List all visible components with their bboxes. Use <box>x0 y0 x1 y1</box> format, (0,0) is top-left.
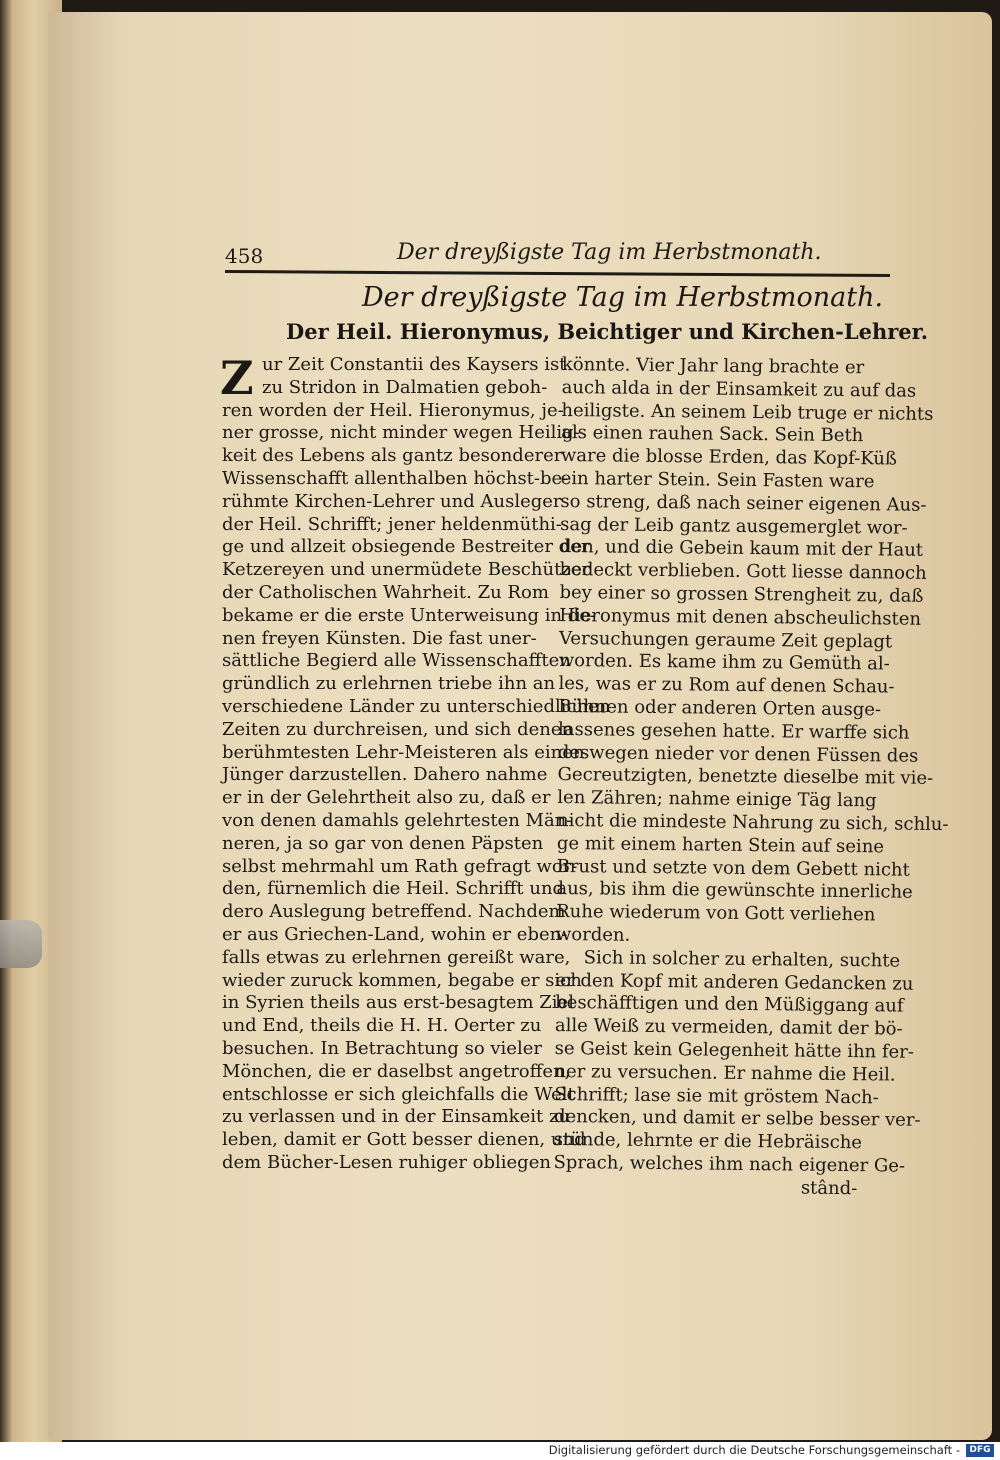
text-line: heiligste. An seinem Leib truge er nichts <box>561 399 934 425</box>
running-title: Der dreyßigste Tag im Herbstmonath. <box>397 240 822 265</box>
text-line: dem Bücher-Lesen ruhiger obliegen <box>222 1151 551 1173</box>
text-line: nicht die mindeste Nahrung zu sich, schlu- <box>557 809 949 836</box>
text-line: worden. Es kame ihm zu Gemüth al- <box>558 650 890 675</box>
text-line: der Heil. Schrifft; jener heldenmüthi- <box>222 513 562 535</box>
text-line: deswegen nieder vor denen Füssen des <box>557 741 919 767</box>
text-line: Ketzereyen und unermüdete Beschützer <box>222 559 591 581</box>
text-line: ge und allzeit obsiegende Bestreiter der <box>222 536 590 558</box>
dropcap-lines <box>220 351 567 405</box>
text-line: ein harter Stein. Sein Fasten ware <box>560 467 875 493</box>
text-line: Mönchen, die er daselbst angetroffen, <box>222 1060 571 1082</box>
text-line: len Zähren; nahme einige Täg lang <box>557 787 877 812</box>
text-line: worden. <box>555 923 631 946</box>
text-line: er den Kopf mit anderen Gedancken zu <box>555 969 914 995</box>
text-line: berühmtesten Lehr-Meisteren als einen <box>222 741 585 763</box>
text-line: Ruhe wiederum von Gott verliehen <box>556 901 876 926</box>
text-line: Brust und setzte von dem Gebett nicht <box>556 855 910 881</box>
text-line: zu verlassen und in der Einsamkeit zu <box>222 1106 571 1128</box>
text-line: so streng, daß nach seiner eigenen Aus- <box>560 490 927 516</box>
text-line: er aus Griechen-Land, wohin er eben- <box>222 923 568 945</box>
page-clip <box>0 920 42 968</box>
left-column-body <box>222 399 611 1175</box>
text-line: wieder zuruck kommen, begabe er sich <box>222 969 582 991</box>
right-column-body-2 <box>553 969 921 1178</box>
text-line: den, und die Gebein kaum mit der Haut <box>559 536 924 562</box>
text-line: Zeiten zu durchreisen, und sich denen <box>222 718 574 740</box>
text-line: lassenes gesehen hatte. Er warffe sich <box>557 718 910 744</box>
text-line: se Geist kein Gelegenheit hätte ihn fer- <box>554 1037 915 1063</box>
text-line: ner zu versuchen. Er nahme die Heil. <box>554 1060 896 1086</box>
text-line: Sprach, welches ihm nach eigener Ge- <box>553 1151 906 1177</box>
text-line: Versuchungen geraume Zeit geplagt <box>558 627 893 653</box>
dfg-logo: DFG <box>966 1444 994 1457</box>
right-column-paragraph-2 <box>556 946 901 973</box>
text-line: ge mit einem harten Stein auf seine <box>556 832 885 858</box>
text-line: den, fürnemlich die Heil. Schrifft und <box>222 878 565 900</box>
text-line: auch alda in der Einsamkeit zu auf das <box>561 376 917 402</box>
text-line: alle Weiß zu vermeiden, damit der bö- <box>554 1015 903 1040</box>
text-line: besuchen. In Betrachtung so vieler <box>222 1037 542 1059</box>
text-line: bedeckt verblieben. Gott liesse dannoch <box>559 559 927 585</box>
text-line: neren, ja so gar von denen Päpsten <box>222 832 544 854</box>
drop-capital: Z <box>220 351 254 405</box>
text-line: in Syrien theils aus erst-besagtem Ziel <box>222 992 574 1014</box>
text-line: verschiedene Länder zu unterschiedlichen <box>222 695 611 717</box>
text-line: sättliche Begierd alle Wissenschafften <box>222 650 571 672</box>
text-line: ur Zeit Constantii des Kaysers ist <box>262 354 567 375</box>
right-column-body <box>555 354 949 950</box>
text-line: Hieronymus mit denen abscheulichsten <box>559 604 922 630</box>
saint-title: Der Heil. Hieronymus, Beichtiger und Kirchen-Lehrer. <box>286 319 929 344</box>
text-line: leben, damit er Gott besser dienen, und <box>222 1129 586 1151</box>
text-line: falls etwas zu erlehrnen gereißt ware, <box>222 946 571 968</box>
text-line: bekame er die erste Unterweisung in de- <box>222 604 597 626</box>
text-line: nen freyen Künsten. Die fast uner- <box>222 627 537 649</box>
text-line: beschäfftigen und den Müßiggang auf <box>555 992 904 1017</box>
text-line: Jünger darzustellen. Dahero nahme <box>222 764 548 786</box>
text-line: dencken, und damit er selbe besser ver- <box>553 1106 921 1132</box>
running-head <box>225 240 887 274</box>
text-line: könnte. Vier Jahr lang brachte er <box>561 354 865 379</box>
text-line: ren worden der Heil. Hieronymus, je- <box>222 399 564 421</box>
text-line: selbst mehrmahl um Rath gefragt wor- <box>222 855 578 877</box>
text-line: ware die blosse Erden, das Kopf-Küß <box>560 445 898 470</box>
right-column <box>553 354 949 1201</box>
day-title: Der dreyßigste Tag im Herbstmonath. <box>362 282 884 313</box>
text-line: Sich in solcher zu erhalten, suchte <box>583 946 901 972</box>
text-line: aus, bis ihm die gewünschte innerliche <box>556 878 913 904</box>
text-line: les, was er zu Rom auf denen Schau- <box>558 673 895 698</box>
text-line: Bühnen oder anderen Orten ausge- <box>558 695 882 721</box>
text-line: Wissenschafft allenthalben höchst-be- <box>222 467 569 489</box>
text-line: der Catholischen Wahrheit. Zu Rom <box>222 581 549 603</box>
text-line: und End, theils die H. H. Oerter zu <box>222 1015 542 1037</box>
text-line: als einen rauhen Sack. Sein Beth <box>561 422 864 447</box>
page-number: 458 <box>225 244 264 268</box>
text-line: dero Auslegung betreffend. Nachdem <box>222 901 566 923</box>
left-column <box>220 351 611 1175</box>
text-line: entschlosse er sich gleichfalls die Welt <box>222 1083 575 1105</box>
catchword: stând- <box>800 1177 858 1199</box>
funding-credit: Digitalisierung gefördert durch die Deutsche Forschungsgemeinschaft - <box>548 1443 960 1457</box>
text-line: rühmte Kirchen-Lehrer und Ausleger <box>222 490 562 512</box>
text-line: bey einer so grossen Strengheit zu, daß <box>559 581 924 607</box>
text-line: keit des Lebens als gantz besonderer <box>222 445 563 467</box>
text-line: er in der Gelehrtheit also zu, daß er <box>222 787 551 809</box>
text-line: Gecreutzigten, benetzte dieselbe mit vie- <box>557 764 934 790</box>
text-line: zu Stridon in Dalmatien geboh- <box>262 376 548 398</box>
text-line: Schrifft; lase sie mit gröstem Nach- <box>554 1083 879 1108</box>
text-line: gründlich zu erlehrnen triebe ihn an <box>222 673 556 695</box>
text-line: sag der Leib gantz ausgemerglet wor- <box>560 513 908 539</box>
text-line: ner grosse, nicht minder wegen Heilig- <box>222 422 580 444</box>
text-line: stünde, lehrnte er die Hebräische <box>553 1129 863 1154</box>
text-line: von denen damahls gelehrtesten Män- <box>222 809 573 831</box>
